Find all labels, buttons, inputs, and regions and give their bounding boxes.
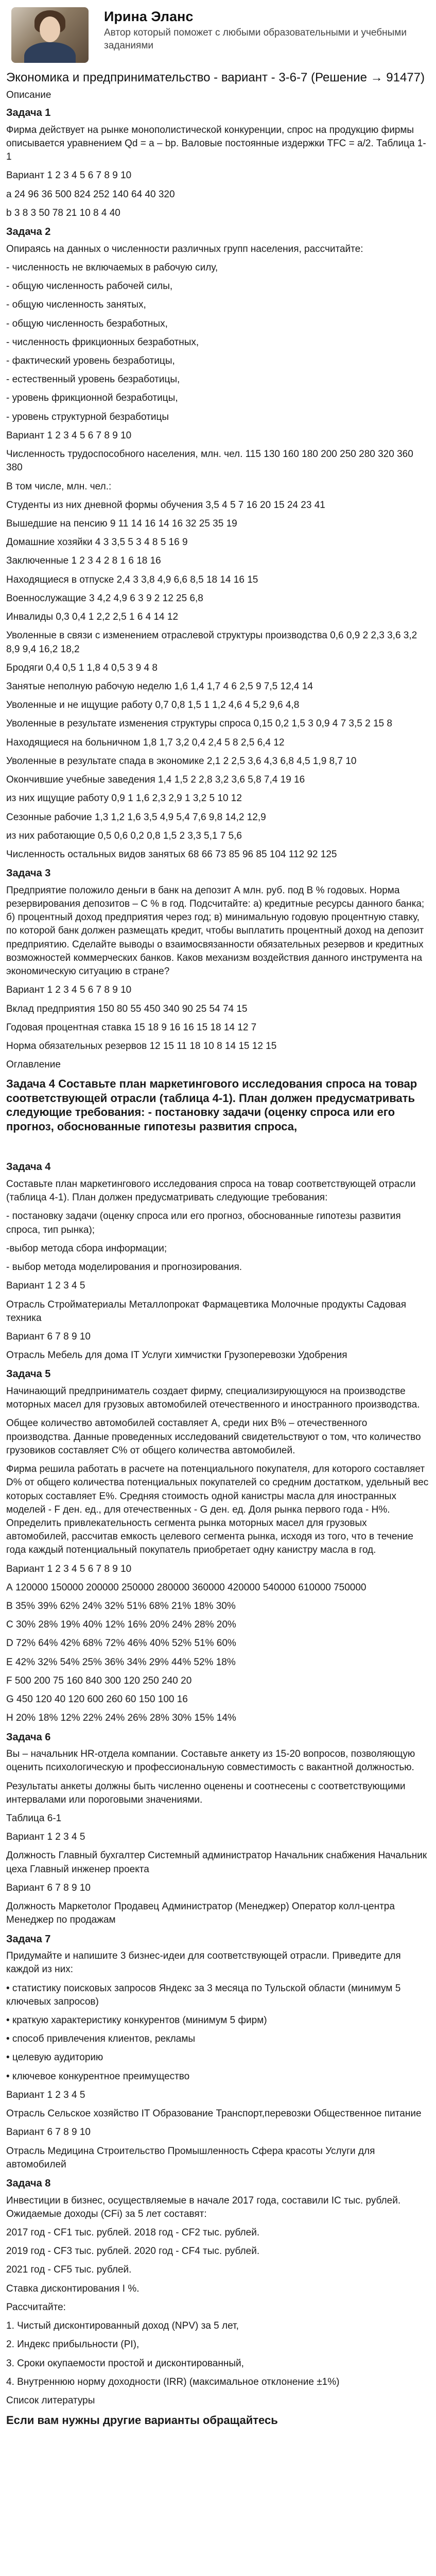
text-line: Годовая процентная ставка 15 18 9 16 16 15 18 14 12 7 [6,1022,257,1033]
toc-label: Оглавление [6,1059,61,1071]
text-line: Вариант 1 2 3 4 5 6 7 8 9 10 [6,985,132,996]
text-line: Инвестиции в бизнес, осуществляемые в начале 2017 года, составили IC тыс. рублей. Ожидаемые доходы (CFi) за 5 лет составят: [6,2195,401,2219]
text-line: Отрасль Медицина Строительство Промышленность Сфера красоты Услуги для автомобилей [6,2145,375,2170]
text-line: 2021 год - CF5 тыс. рублей. [6,2264,132,2276]
task2-heading: Задача 2 [6,226,51,238]
text-line: А 120000 150000 200000 250000 280000 360000 420000 540000 610000 750000 [6,1582,367,1593]
text-line: Домашние хозяйки 4 3 3,5 5 3 4 8 5 16 9 [6,537,188,548]
text-line: Отрасль Сельское хозяйство IT Образование Транспорт,перевозки Общественное питание [6,2108,422,2120]
avatar[interactable] [11,7,89,63]
text-line: Уволенные в связи с изменением отраслевой структуры производства 0,6 0,9 2 2,3 3,6 3,2 8,9 9,4 16,2 18,2 [6,630,417,655]
text-line: • ключевое конкурентное преимущество [6,2071,190,2082]
text-line: G 450 120 40 120 600 260 60 150 100 16 [6,1694,188,1705]
task8-heading: Задача 8 [6,2178,51,2189]
text-line: Фирма действует на рынке монополистической конкуренции, спрос на продукцию фирмы описывается уравнением Qd = a – bp. Валовые постоянные издержки TFC = a/2. Таблица 1-1 [6,124,426,163]
text-line: Начинающий предприниматель создает фирму, специализирующуюся на производстве моторных масел для грузовых автомобилей отечественного и иностранного производства. [6,1385,420,1411]
task8-body [6,2194,430,2389]
description-label: Описание [6,90,51,100]
text-line: Окончившие учебные заведения 1,4 1,5 2 2,8 3,2 3,6 5,8 7,4 19 16 [6,774,305,786]
text-line: a 24 96 36 500 824 252 140 64 40 320 [6,189,175,200]
text-line: - уровень фрикционной безработицы, [6,393,178,404]
text-line: Студенты из них дневной формы обучения 3,5 4 5 7 16 20 15 24 23 41 [6,499,325,511]
task1-body [6,124,430,220]
text-line: E 42% 32% 54% 25% 36% 34% 29% 44% 52% 18% [6,1656,236,1668]
text-line: Опираясь на данных о численности различных групп населения, рассчитайте: [6,243,363,255]
text-line: Вариант 1 2 3 4 5 [6,1832,85,1843]
text-line: Должность Главный бухгалтер Системный администратор Начальник снабжения Начальник цеха Главный инженер проекта [6,1850,427,1875]
text-line: Рассчитайте: [6,2301,66,2313]
text-line: - общую численность рабочей силы, [6,281,173,292]
text-line: Вклад предприятия 150 80 55 450 340 90 25 54 74 15 [6,1003,248,1014]
task7-heading: Задача 7 [6,1933,51,1945]
text-line: Отрасль Стройматериалы Металлопрокат Фармацевтика Молочные продукты Садовая техника [6,1299,407,1324]
text-line: Вариант 1 2 3 4 5 [6,2089,85,2100]
text-line: Вариант 1 2 3 4 5 6 7 8 9 10 [6,170,132,181]
text-line: - общую численность занятых, [6,299,146,311]
task3-heading: Задача 3 [6,868,51,879]
task5-body [6,1385,430,1725]
text-line: Ставка дисконтирования I %. [6,2283,139,2294]
text-line: - уровень структурной безработицы [6,411,169,422]
text-line: Должность Маркетолог Продавец Администратор (Менеджер) Оператор колл-центра Менеджер по продажам [6,1901,395,1926]
text-line: F 500 200 75 160 840 300 120 250 240 20 [6,1675,192,1686]
text-line: из них работающие 0,5 0,6 0,2 0,8 1,5 2 3,3 5,1 7 5,6 [6,830,242,841]
text-line: 2017 год - CF1 тыс. рублей. 2018 год - CF2 тыс. рублей. [6,2227,260,2239]
text-line: Вариант 6 7 8 9 10 [6,1882,91,1893]
author-description: Автор который поможет с любыми образовательными и учебными заданиями [104,27,407,52]
text-line: b 3 8 3 50 78 21 10 8 4 40 [6,207,120,218]
text-line: • статистику поисковых запросов Яндекс за 3 месяца по Тульской области (минимум 5 ключевых запросов) [6,1982,401,2007]
author-header [6,0,430,68]
text-line: Вариант 1 2 3 4 5 6 7 8 9 10 [6,1563,132,1574]
text-line: - численность не включаемых в рабочую силу, [6,262,218,273]
text-line: Сезонные рабочие 1,3 1,2 1,6 3,5 4,9 5,4 7,6 9,8 14,2 12,9 [6,811,266,823]
text-line: Находящиеся в отпуске 2,4 3 3,8 4,9 6,6 8,5 18 14 16 15 [6,574,258,585]
text-line: Вариант 1 2 3 4 5 [6,1280,85,1292]
task4-heading: Задача 4 [6,1161,51,1173]
text-line: Численность трудоспособного населения, млн. чел. 115 130 160 180 200 250 280 320 360 380 [6,449,413,473]
text-line: - естественный уровень безработицы, [6,374,180,385]
text-line: С 30% 28% 19% 40% 12% 16% 20% 24% 28% 20% [6,1619,236,1631]
text-line: Общее количество автомобилей составляет А, среди них В% – отечественного производства. Данные проведенных исследований свидетельствуют о том, что количество грузовиков составляет C% от общего количества автомобилей. [6,1418,421,1456]
text-line: из них ищущие работу 0,9 1 1,6 2,3 2,9 1 3,2 5 10 12 [6,793,242,804]
task6-body [6,1748,430,1927]
text-line: Придумайте и напишите 3 бизнес-идеи для соответствующей отрасли. Приведите для каждой из них: [6,1951,401,1975]
text-line: Норма обязательных резервов 12 15 11 18 10 8 14 15 12 15 [6,1040,277,1052]
text-line: В 35% 39% 62% 24% 32% 51% 68% 21% 18% 30% [6,1601,236,1612]
text-line: D 72% 64% 42% 68% 72% 46% 40% 52% 51% 60% [6,1638,236,1649]
task6-heading: Задача 6 [6,1731,51,1743]
task4-big-heading: Задача 4 Составьте план маркетингового исследования спроса на товар соответствующей отрасли (таблица 4-1). План должен предусматривать следующие требования: - постановку задачи (оценку спроса или его прогноз, обоснованные гипотезы развития спроса, [6,1077,417,1133]
text-line: - фактический уровень безработицы, [6,355,175,367]
text-line: Вариант 6 7 8 9 10 [6,1331,91,1342]
text-line: Составьте план маркетингового исследования спроса на товар соответствующей отрасли (таблица 4-1). План должен предусматривать следующие требования: [6,1178,416,1204]
task3-body [6,884,430,1053]
text-line: • краткую характеристику конкурентов (минимум 5 фирм) [6,2015,267,2026]
text-line: Отрасль Мебель для дома IT Услуги химчистки Грузоперевозки Удобрения [6,1350,347,1361]
literature-label: Список литературы [6,2395,95,2406]
text-line: Уволенные в результате спада в экономике 2,1 2 2,5 3,6 4,3 6,8 4,5 1,9 8,7 10 [6,755,357,767]
text-line: Численность остальных видов занятых 68 66 73 85 96 85 104 112 92 125 [6,849,337,860]
text-line: Уволенные в результате изменения структуры спроса 0,15 0,2 1,5 3 0,9 4 7 3,5 2 15 8 [6,718,392,730]
text-line: - постановку задачи (оценку спроса или его прогноз, обоснованные гипотезы развития спроса, тип рынка); [6,1211,401,1235]
text-line: В том числе, млн. чел.: [6,481,112,492]
task1-heading: Задача 1 [6,107,51,119]
text-line: Военнослужащие 3 4,2 4,9 6 3 9 2 12 25 6,8 [6,592,203,604]
task7-body [6,1950,430,2172]
text-line: Занятые неполную рабочую неделю 1,6 1,4 1,7 4 6 2,5 9 7,5 12,4 14 [6,681,313,692]
footer-heading: Если вам нужны другие варианты обращайтесь [6,2414,278,2427]
text-line: 2. Индекс прибыльности (PI), [6,2339,139,2350]
text-line: Инвалиды 0,3 0,4 1 2,2 2,5 1 6 4 14 12 [6,612,179,623]
page-title: Экономика и предпринимательство - вариант - 3-6-7 (Решение → 91477) [6,71,425,84]
author-info [104,7,430,53]
text-line: Фирма решила работать в расчете на потенциального покупателя, для которого составляет D% от общего количества потенциальных покупателей со средним достатком, удельный вес которых составляет Е%. Средняя стоимость одной канистры масла для иностранных моделей - F ден. ед., для отечественных - G ден. ед. Доля рынка первого года - Н%. Определить привлекательность сегмента рынка моторных масел для грузовых автомобилей, рассчитав емкость целевого сегмента рынка, исходя из того, что в течение года каждый потенциальный покупатель приобретает одну канистру масла в год. [6,1464,429,1556]
text-line: Вышедшие на пенсию 9 11 14 16 14 16 32 25 35 19 [6,518,237,529]
text-line: Бродяги 0,4 0,5 1 1,8 4 0,5 3 9 4 8 [6,662,158,673]
text-line: - численность фрикционных безработных, [6,336,199,348]
text-line: Находящиеся на больничном 1,8 1,7 3,2 0,4 2,4 5 8 2,5 6,4 12 [6,737,285,748]
text-line: -выбор метода сбора информации; [6,1243,167,1254]
text-line: Уволенные и не ищущие работу 0,7 0,8 1,5 1 1,2 4,6 4 5,2 9,6 4,8 [6,700,300,711]
text-line: Заключенные 1 2 3 4 2 8 1 6 18 16 [6,555,161,567]
text-line: • способ привлечения клиентов, рекламы [6,2033,196,2045]
text-line: 1. Чистый дисконтированный доход (NPV) за 5 лет, [6,2320,239,2332]
text-line: Предприятие положило деньги в банк на депозит А млн. руб. под В % годовых. Норма резервирования депозитов – С % в год. Подсчитайте: а) кредитные ресурсы данного банка; б) процентный доход предприятия через год; в) минимальную годовую процентную ставку, по которой банк должен размещать кредит, чтобы выплатить процентный доход на депозит предприятию. Сделайте выводы о взаимосвязанности обязательных резервов и кредитных возможностей коммерческих банков. Каков механизм воздействия данного инструмента на экономическую ситуацию в стране? [6,885,425,977]
text-line: 4. Внутреннюю норму доходности (IRR) (максимальное отклонение ±1%) [6,2376,340,2387]
task2-body [6,243,430,861]
task4-body [6,1178,430,1362]
text-line: H 20% 18% 12% 22% 24% 26% 28% 30% 15% 14% [6,1713,236,1724]
text-line: Вы – начальник HR-отдела компании. Составьте анкету из 15-20 вопросов, позволяющую оценить психологическую и профессиональную совместимость с вакантной должностью. [6,1749,415,1773]
text-line: • целевую аудиторию [6,2052,103,2063]
text-line: Таблица 6-1 [6,1813,62,1824]
text-line: - общую численность безработных, [6,318,168,329]
text-line: 2019 год - CF3 тыс. рублей. 2020 год - CF4 тыс. рублей. [6,2246,260,2257]
text-line: Результаты анкеты должны быть численно оценены и соотнесены с соответствующими интервалами или пороговыми значениями. [6,1781,406,1805]
text-line: 3. Сроки окупаемости простой и дисконтированный, [6,2358,244,2369]
text-line: Вариант 1 2 3 4 5 6 7 8 9 10 [6,430,132,441]
text-line: Вариант 6 7 8 9 10 [6,2127,91,2138]
author-name[interactable]: Ирина Эланс [104,9,194,24]
task5-heading: Задача 5 [6,1368,51,1380]
text-line: - выбор метода моделирования и прогнозирования. [6,1262,242,1273]
